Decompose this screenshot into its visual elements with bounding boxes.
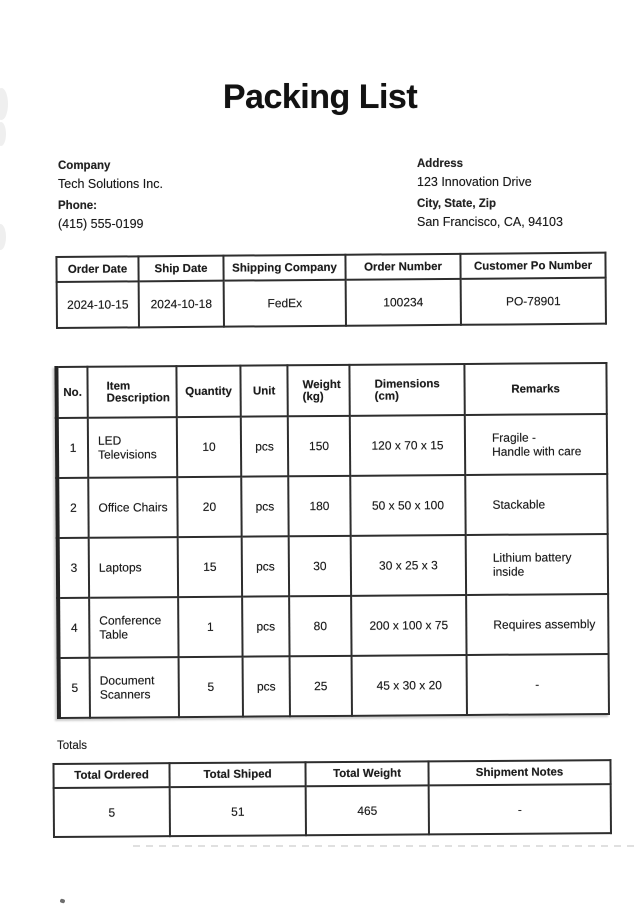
phone-number: (415) 555-0199	[58, 217, 144, 231]
item-description-header: Item Description	[87, 366, 176, 418]
item-remarks: Requires assembly	[466, 594, 608, 655]
company-info-block	[58, 157, 163, 233]
quantity-header: Quantity	[176, 366, 240, 417]
item-remarks: -	[467, 654, 609, 715]
unit-header: Unit	[240, 365, 287, 416]
item-weight: 150	[288, 416, 350, 476]
item-no: 4	[58, 598, 89, 658]
item-description: Conference Table	[89, 597, 178, 658]
order-number-header: Order Number	[345, 254, 460, 280]
total-ordered-value: 5	[54, 787, 170, 837]
order-table-value-row	[57, 278, 606, 328]
total-weight-header: Total Weight	[305, 761, 428, 786]
order-date-value: 2024-10-15	[57, 281, 139, 328]
phone-label: Phone:	[58, 200, 97, 212]
ship-date-value: 2024-10-18	[139, 281, 224, 328]
scan-artifact-dot	[60, 898, 66, 903]
city-state-zip-value: San Francisco, CA, 94103	[417, 215, 563, 229]
city-state-zip-label: City, State, Zip	[417, 198, 497, 210]
total-shipped-header: Total Shiped	[169, 762, 305, 787]
item-unit: pcs	[243, 656, 290, 716]
item-description: Document Scanners	[90, 657, 179, 718]
page-title: Packing List	[222, 78, 418, 116]
item-weight: 25	[290, 656, 352, 716]
shipping-company-value: FedEx	[224, 280, 346, 327]
item-description: Office Chairs	[88, 477, 177, 538]
address-info-block	[417, 155, 563, 231]
item-dimensions: 120 x 70 x 15	[350, 415, 465, 476]
item-remarks: Lithium battery inside	[466, 534, 608, 595]
totals-table	[52, 759, 612, 838]
item-row	[58, 534, 608, 598]
company-label: Company	[58, 160, 111, 172]
item-row	[58, 594, 608, 658]
item-no: 3	[58, 538, 89, 598]
item-no: 5	[59, 658, 90, 718]
item-quantity: 10	[177, 417, 241, 477]
item-quantity: 20	[177, 477, 241, 537]
item-dimensions: 200 x 100 x 75	[351, 595, 466, 656]
item-quantity: 5	[179, 657, 243, 717]
totals-label: Totals	[57, 740, 88, 752]
item-row	[57, 474, 607, 538]
item-row	[59, 654, 609, 718]
item-dimensions: 50 x 50 x 100	[350, 475, 465, 536]
company-name: Tech Solutions Inc.	[58, 177, 163, 191]
address-label: Address	[417, 158, 464, 170]
item-dimensions: 45 x 30 x 20	[352, 655, 467, 716]
item-quantity: 15	[178, 537, 242, 597]
item-description: Laptops	[89, 537, 178, 598]
item-remarks: Stackable	[465, 474, 607, 535]
scan-artifact-line	[133, 845, 638, 847]
order-summary-table	[55, 252, 607, 329]
items-table	[54, 362, 610, 719]
item-unit: pcs	[242, 596, 289, 656]
item-dimensions: 30 x 25 x 3	[351, 535, 466, 596]
ship-date-header: Ship Date	[138, 256, 223, 282]
item-unit: pcs	[242, 536, 289, 596]
item-no: 1	[57, 418, 88, 478]
order-number-value: 100234	[346, 279, 461, 326]
item-remarks: Fragile - Handle with care	[465, 414, 607, 475]
dimensions-header: Dimensions (cm)	[349, 364, 464, 416]
scan-smudge	[0, 224, 6, 250]
shipping-company-header: Shipping Company	[223, 255, 345, 281]
shipment-notes-value: -	[429, 784, 611, 834]
scan-smudge	[0, 122, 6, 146]
item-no: 2	[57, 478, 88, 538]
weight-header: Weight (kg)	[287, 365, 349, 416]
item-quantity: 1	[178, 597, 242, 657]
item-weight: 180	[288, 476, 350, 536]
customer-po-value: PO-78901	[461, 278, 606, 325]
item-description: LED Televisions	[88, 417, 177, 478]
item-row	[57, 414, 607, 478]
total-shipped-value: 51	[170, 786, 306, 836]
customer-po-header: Customer Po Number	[460, 253, 605, 279]
item-unit: pcs	[241, 416, 288, 476]
total-weight-value: 465	[306, 785, 429, 835]
order-date-header: Order Date	[56, 256, 138, 282]
remarks-header: Remarks	[464, 363, 606, 415]
item-weight: 30	[289, 536, 351, 596]
item-unit: pcs	[241, 476, 288, 536]
item-weight: 80	[289, 596, 351, 656]
items-header-row	[56, 363, 606, 418]
shipment-notes-header: Shipment Notes	[428, 760, 610, 785]
totals-value-row	[54, 784, 611, 837]
address-line: 123 Innovation Drive	[417, 175, 532, 189]
total-ordered-header: Total Ordered	[53, 763, 169, 788]
no-header: No.	[56, 367, 87, 418]
